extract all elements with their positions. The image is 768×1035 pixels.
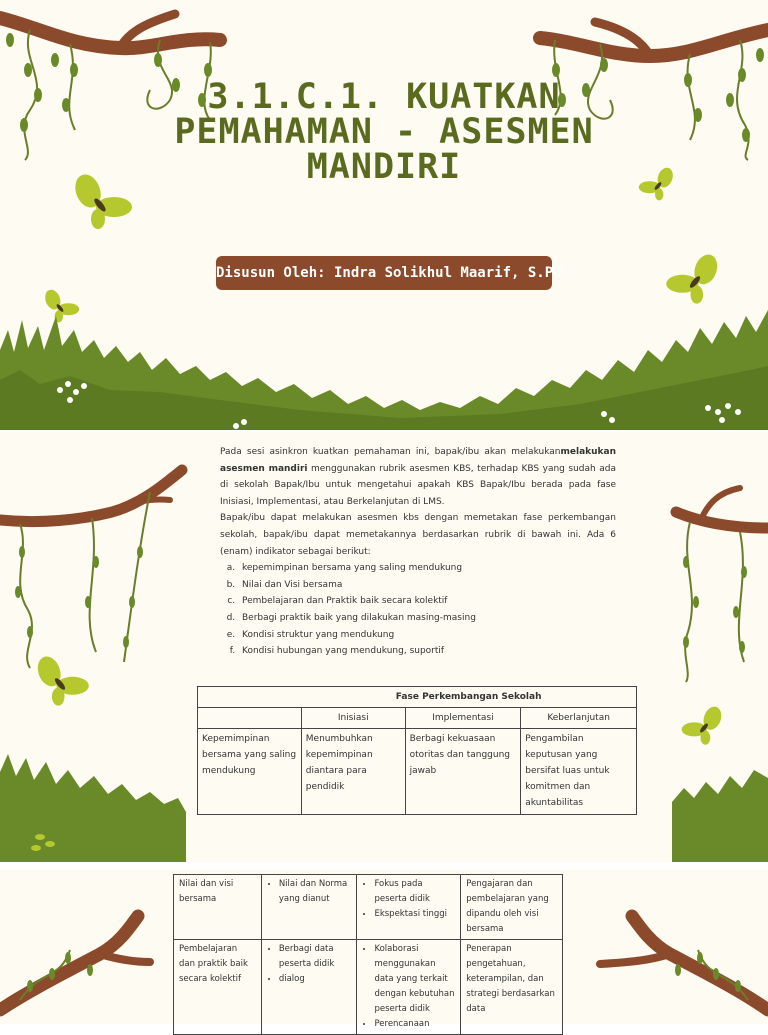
list-item: f. Kondisi hubungan yang mendukung, suportif bbox=[238, 643, 616, 660]
rubric-table bbox=[197, 686, 637, 815]
title-line: PEMAHAMAN - ASESMEN bbox=[174, 112, 594, 152]
table-cell: Pengambilan keputusan yang bersifat luas untuk komitmen dan akuntabilitas bbox=[521, 729, 637, 815]
butterfly-icon bbox=[682, 704, 725, 745]
table-cell bbox=[261, 875, 357, 940]
list-item: • Perencanaan bbox=[374, 1017, 455, 1032]
column-header: Inisiasi bbox=[301, 708, 405, 729]
column-header: Implementasi bbox=[405, 708, 521, 729]
table-cell bbox=[261, 940, 357, 1035]
table-cell: Pengajaran dan pembelajaran yang dipandu oleh visi bersama bbox=[461, 875, 563, 940]
branch-right bbox=[676, 488, 768, 682]
list-item: • Fokus pada peserta didik bbox=[374, 877, 455, 907]
bullet-list bbox=[362, 877, 455, 922]
intro-paragraph-1 bbox=[220, 444, 616, 510]
butterfly-icon bbox=[43, 288, 80, 323]
table-row bbox=[174, 940, 563, 1035]
page-title bbox=[100, 77, 668, 187]
list-item: c. Pembelajaran dan Praktik baik secara kolektif bbox=[238, 593, 616, 610]
bullet-list bbox=[267, 942, 352, 987]
branch-bottom-left bbox=[0, 916, 150, 1010]
rubric-table-continued bbox=[173, 874, 563, 1035]
table-cell: Penerapan pengetahuan, keterampilan, dan strategi berdasarkan data bbox=[461, 940, 563, 1035]
intro-paragraph-2: Bapak/ibu dapat melakukan asesmen kbs dengan memetakan fase perkembangan sekolah, bapak/ibu dapat memetakannya berdasarkan rubrik di bawah ini. Ada 6 (enam) indikator sebagai berikut: bbox=[220, 513, 616, 557]
list-item: d. Berbagi praktik baik yang dilakukan masing-masing bbox=[238, 610, 616, 627]
list-item: • Berbagi data peserta didik bbox=[279, 942, 352, 972]
table-cell: Nilai dan visi bersama bbox=[174, 875, 262, 940]
list-item: e. Kondisi struktur yang mendukung bbox=[238, 627, 616, 644]
list-item: b. Nilai dan Visi bersama bbox=[238, 577, 616, 594]
author-banner: Disusun Oleh: Indra Solikhul Maarif, S.Pd bbox=[216, 256, 552, 290]
list-item: a. kepemimpinan bersama yang saling mendukung bbox=[238, 560, 616, 577]
table-cell bbox=[357, 940, 461, 1035]
table-header-row bbox=[198, 708, 637, 729]
butterfly-icon bbox=[34, 653, 89, 705]
title-line: MANDIRI bbox=[306, 147, 462, 187]
bullet-list bbox=[362, 942, 455, 1032]
table-caption-spacer bbox=[198, 687, 302, 708]
paragraph-text: Pada sesi asinkron kuatkan pemahaman ini, bapak/ibu akan melakukan bbox=[220, 447, 561, 457]
branch-bottom-right bbox=[600, 916, 768, 1010]
table-header-row bbox=[198, 687, 637, 708]
grass-field bbox=[0, 310, 768, 432]
cover-page bbox=[0, 0, 768, 432]
branch-left bbox=[0, 470, 182, 668]
table-row bbox=[174, 875, 563, 940]
bullet-list bbox=[267, 877, 352, 907]
column-header bbox=[198, 708, 302, 729]
table-cell: Menumbuhkan kepemimpinan diantara para pendidik bbox=[301, 729, 405, 815]
column-header: Keberlanjutan bbox=[521, 708, 637, 729]
indicator-list bbox=[220, 560, 616, 660]
intro-text bbox=[220, 444, 616, 660]
butterfly-icon bbox=[666, 251, 721, 303]
grass-left bbox=[0, 754, 186, 862]
title-line: 3.1.C.1. KUATKAN bbox=[207, 77, 561, 117]
table-cell: Pembelajaran dan praktik baik secara kolektif bbox=[174, 940, 262, 1035]
list-item: • Nilai dan Norma yang dianut bbox=[279, 877, 352, 907]
table-cell: Kepemimpinan bersama yang saling mendukung bbox=[198, 729, 302, 815]
list-item: • Kolaborasi menggunakan data yang terkait dengan kebutuhan peserta didik bbox=[374, 942, 455, 1017]
table-row bbox=[198, 729, 637, 815]
list-item: • dialog bbox=[279, 972, 352, 987]
paragraph-text: menggunakan rubrik asesmen KBS, terhadap KBS yang sudah ada di sekolah Bapak/Ibu untuk mengetahui apakah KBS Bapak/Ibu berada pada fase Inisiasi, Implementasi, atau Berkelanjutan di LMS. bbox=[220, 463, 616, 507]
cover-illustration bbox=[0, 0, 768, 432]
table-title: Fase Perkembangan Sekolah bbox=[301, 687, 636, 708]
page-divider bbox=[0, 862, 768, 870]
emphasis-text: melakukan asesmen mandiri bbox=[220, 447, 616, 474]
list-item: • Ekspektasi tinggi bbox=[374, 907, 455, 922]
grass-right bbox=[672, 770, 768, 862]
table-cell bbox=[357, 875, 461, 940]
table-cell: Berbagi kekuasaan otoritas dan tanggung jawab bbox=[405, 729, 521, 815]
